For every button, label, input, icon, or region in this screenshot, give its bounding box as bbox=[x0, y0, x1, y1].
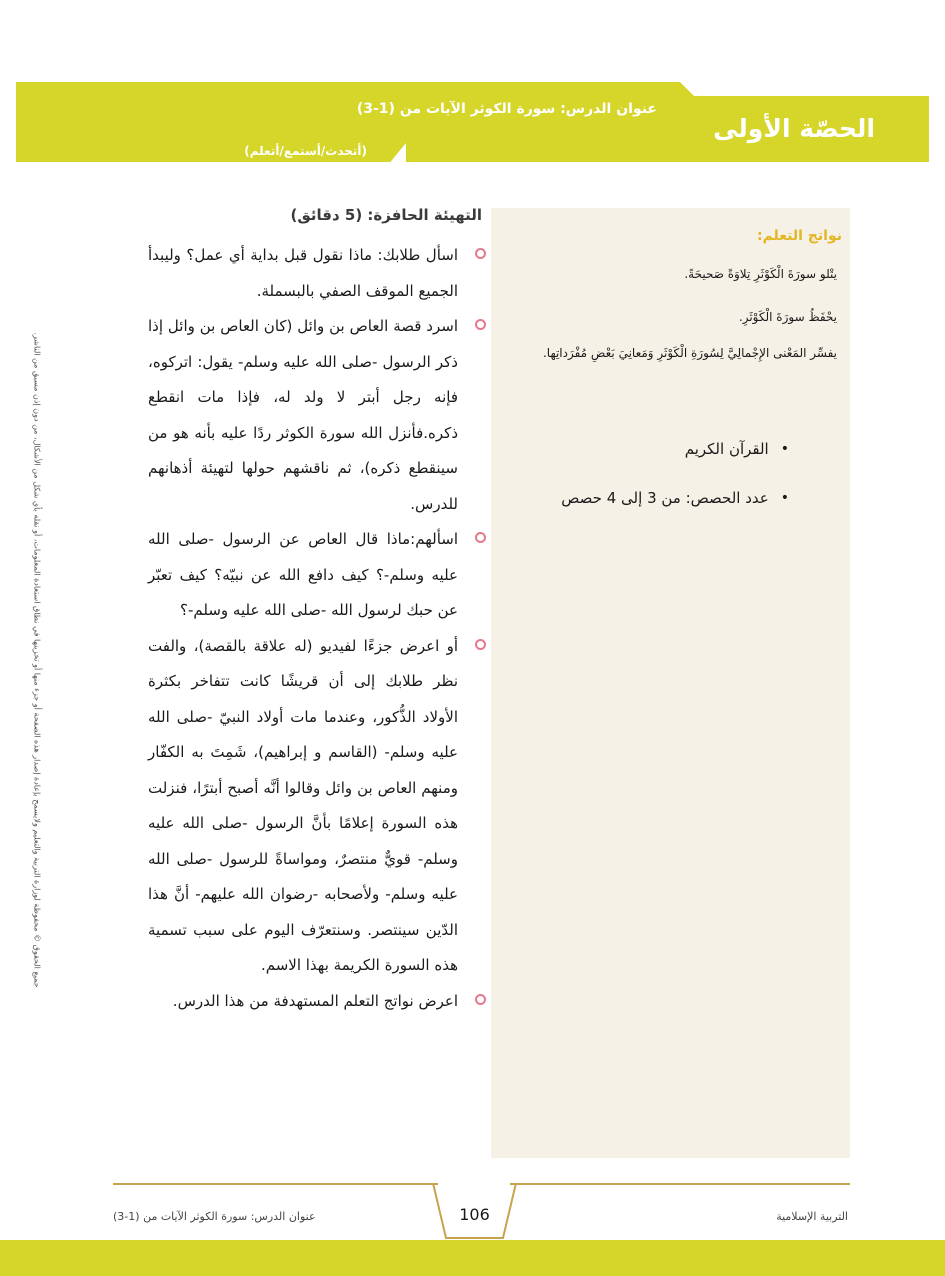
lesson-title: عنوان الدرس: سورة الكوثر الآيات من (1-3) bbox=[356, 101, 657, 117]
footer-divider bbox=[510, 1183, 850, 1185]
step-text: اسألهم:ماذا قال العاص عن الرسول -صلى الله عليه وسلم-؟ كيف دافع الله عن نبيّه؟ كيف تعبّر عن حبك لرسول الله -صلى الله عليه وسلم-؟ bbox=[148, 530, 458, 619]
copyright-text: جميع الحقوق © محفوظة لوزارة التربية والتعليم ولايسمح بإعادة إصدار هذه الصفحة أو جزء منها أو تخزينها في نطاق استعادة المعلومات، أو نقله بأي شكل من الأشكال، من دون إذن مسبق من الناشر. bbox=[32, 332, 42, 988]
session-title: الحصّة الأولى bbox=[713, 114, 875, 143]
step-text: اعرض نواتج التعلم المستهدفة من هذا الدرس. bbox=[172, 991, 458, 1010]
resource-label: القرآن الكريم bbox=[684, 440, 769, 458]
step-item bbox=[148, 522, 488, 629]
circle-bullet-icon bbox=[475, 639, 486, 650]
bullet-icon: • bbox=[780, 490, 789, 506]
resource-label: عدد الحصص: من 3 إلى 4 حصص bbox=[561, 489, 769, 507]
circle-bullet-icon bbox=[475, 248, 486, 259]
footer-lesson-ref: عنوان الدرس: سورة الكوثر الآيات من (1-3) bbox=[113, 1210, 316, 1223]
copyright-note bbox=[30, 300, 44, 1020]
header-notch bbox=[680, 82, 929, 96]
activity-types: (أتحدث/أستمع/أتعلم) bbox=[244, 144, 367, 158]
step-text: أو اعرض جزءًا لفيديو (له علاقة بالقصة)، والفت نظر طلابك إلى أن قريشًا كانت تتفاخر بكثرة الأولاد الذُّكور، وعندما مات أولاد النبيّ -صلى الله عليه وسلم- (القاسم و إبراهيم)، شَمِتَ به الكفّار ومنهم العاص بن وائل وقالوا أنَّه أصبح أبترًا، فنزلت هذه السورة إعلامًا بأنَّ الرسول -صلى الله عليه وسلم- قويٌّ منتصرٌ، ومواساةً للرسول -صلى الله عليه وسلم- ولأصحابه -رضوان الله عليهم- أنَّ هذا الدّين سينتصر. وسنتعرّف اليوم على سبب تسمية هذه السورة الكريمة بهذا الاسم. bbox=[148, 636, 458, 974]
outcome-item: يتْلو سورَةَ الْكَوْثَرِ تِلاوَةً صَحيحَةً. bbox=[684, 267, 837, 281]
step-item bbox=[148, 629, 488, 984]
bullet-icon: • bbox=[780, 441, 789, 457]
resource-item bbox=[685, 440, 789, 458]
warmup-heading: التهيئة الحافزة: (5 دقائق) bbox=[290, 206, 482, 224]
footer-divider bbox=[113, 1183, 438, 1185]
footer-subject: التربية الإسلامية bbox=[776, 1210, 848, 1223]
step-item bbox=[148, 309, 488, 522]
step-text: اسرد قصة العاص بن وائل (كان العاص بن وائل إذا ذكر الرسول -صلى الله عليه وسلم- يقول: اتركوه، فإنه رجل أبتر لا ولد له، فإذا مات انقطع ذكره.فأنزل الله سورة الكوثر ردًا عليه بأنه هو من سينقطع ذكره)، ثم ناقشهم حولها لتهيئة أذهانهم للدرس. bbox=[148, 317, 458, 513]
step-item bbox=[148, 984, 488, 1020]
page-number: 106 bbox=[459, 1205, 490, 1224]
outcome-item: يحْفَظُ سورَةَ الْكَوْثَرِ. bbox=[738, 310, 837, 324]
resource-item bbox=[561, 489, 789, 507]
bottom-band bbox=[0, 1240, 945, 1276]
outcomes-heading: نواتج التعلم: bbox=[756, 228, 842, 244]
circle-bullet-icon bbox=[475, 319, 486, 330]
circle-bullet-icon bbox=[475, 532, 486, 543]
step-item bbox=[148, 238, 488, 309]
step-text: اسأل طلابك: ماذا نقول قبل بداية أي عمل؟ وليبدأ الجميع الموقف الصفي بالبسملة. bbox=[148, 246, 458, 300]
outcome-item: يفسِّر المَعْنى الإِجْمالِيَّ لِسُورَةِ الْكَوْثَرِ وَمَعانِيَ بَعْضِ مُفْرَداتِها. bbox=[542, 346, 837, 360]
warmup-steps bbox=[148, 238, 488, 1019]
circle-bullet-icon bbox=[475, 994, 486, 1005]
